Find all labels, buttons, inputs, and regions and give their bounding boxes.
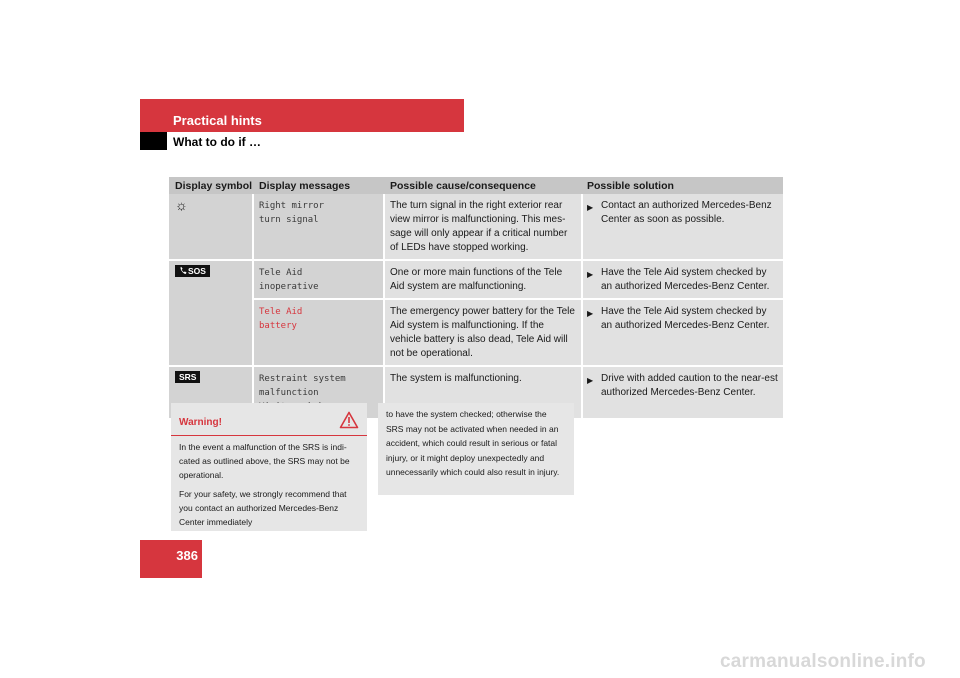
watermark: carmanualsonline.info	[720, 651, 926, 672]
warning-title: Warning!	[179, 417, 222, 428]
possible-solution	[583, 194, 783, 259]
section-subtitle: What to do if …	[173, 135, 261, 149]
section-title: Practical hints	[173, 113, 262, 128]
tele-aid-sos-icon	[175, 265, 210, 277]
warning-header	[171, 403, 367, 436]
display-symbol-cell	[169, 194, 254, 259]
column-header: Display symbol	[175, 179, 253, 192]
warning-triangle-icon	[339, 411, 359, 433]
srs-icon: SRS	[175, 371, 200, 383]
table-group	[169, 194, 783, 261]
solution-text: Have the Tele Aid system checked by an authorized Mercedes-Benz Center.	[601, 267, 770, 292]
table-row	[254, 261, 783, 298]
warning-box	[171, 403, 367, 531]
bullet-arrow-icon: ▶	[587, 203, 594, 212]
display-message: Restraint system malfunction	[254, 367, 385, 418]
solution-text: Drive with added caution to the near-est authorized Mercedes-Benz Center.	[601, 373, 778, 398]
display-message: Tele Aid battery	[254, 300, 385, 365]
table-row	[254, 298, 783, 365]
turn-signal-sun-icon: ☼	[175, 197, 188, 213]
table-group	[169, 261, 783, 367]
sos-label: SOS	[188, 266, 206, 276]
display-message: Tele Aid inoperative	[254, 261, 385, 298]
warning-paragraph: For your safety, we strongly recommend that you contact an authorized Mercedes-Benz Center immediately	[179, 489, 347, 527]
possible-solution	[583, 261, 783, 298]
bullet-arrow-icon: ▶	[587, 270, 594, 279]
warning-paragraph: In the event a malfunction of the SRS is indi-cated as outlined above, the SRS may not be operational.	[179, 442, 350, 480]
possible-cause: The emergency power battery for the Tele Aid system is malfunctioning. If the vehicle battery is also dead, Tele Aid will not be operational.	[385, 300, 583, 365]
column-header: Possible solution	[587, 179, 674, 192]
display-messages-table	[169, 177, 783, 420]
table-row	[254, 194, 783, 259]
possible-solution	[583, 300, 783, 365]
possible-cause: The turn signal in the right exterior rear view mirror is malfunctioning. This mes-sage will only appear if a critical number of LEDs have stopped working.	[385, 194, 583, 259]
display-message: Right mirror turn signal	[254, 194, 385, 259]
display-symbol-cell	[169, 261, 254, 365]
header-marker	[140, 132, 167, 150]
bullet-arrow-icon: ▶	[587, 376, 594, 385]
bullet-arrow-icon: ▶	[587, 309, 594, 318]
column-header: Display messages	[259, 179, 351, 192]
possible-solution	[583, 367, 783, 418]
possible-cause: The system is malfunctioning.	[385, 367, 583, 418]
solution-text: Have the Tele Aid system checked by an authorized Mercedes-Benz Center.	[601, 306, 770, 331]
solution-text: Contact an authorized Mercedes-Benz Center as soon as possible.	[601, 200, 772, 225]
table-header	[169, 177, 783, 194]
column-header: Possible cause/consequence	[390, 179, 536, 192]
possible-cause: One or more main functions of the Tele Aid system are malfunctioning.	[385, 261, 583, 298]
warning-continuation: to have the system checked; otherwise the SRS may not be activated when needed in an accident, which could result in serious or fatal injury, or it might deploy unexpectedly and unnecessarily which could also result in injury.	[378, 403, 574, 495]
page-number: 386	[176, 548, 198, 563]
